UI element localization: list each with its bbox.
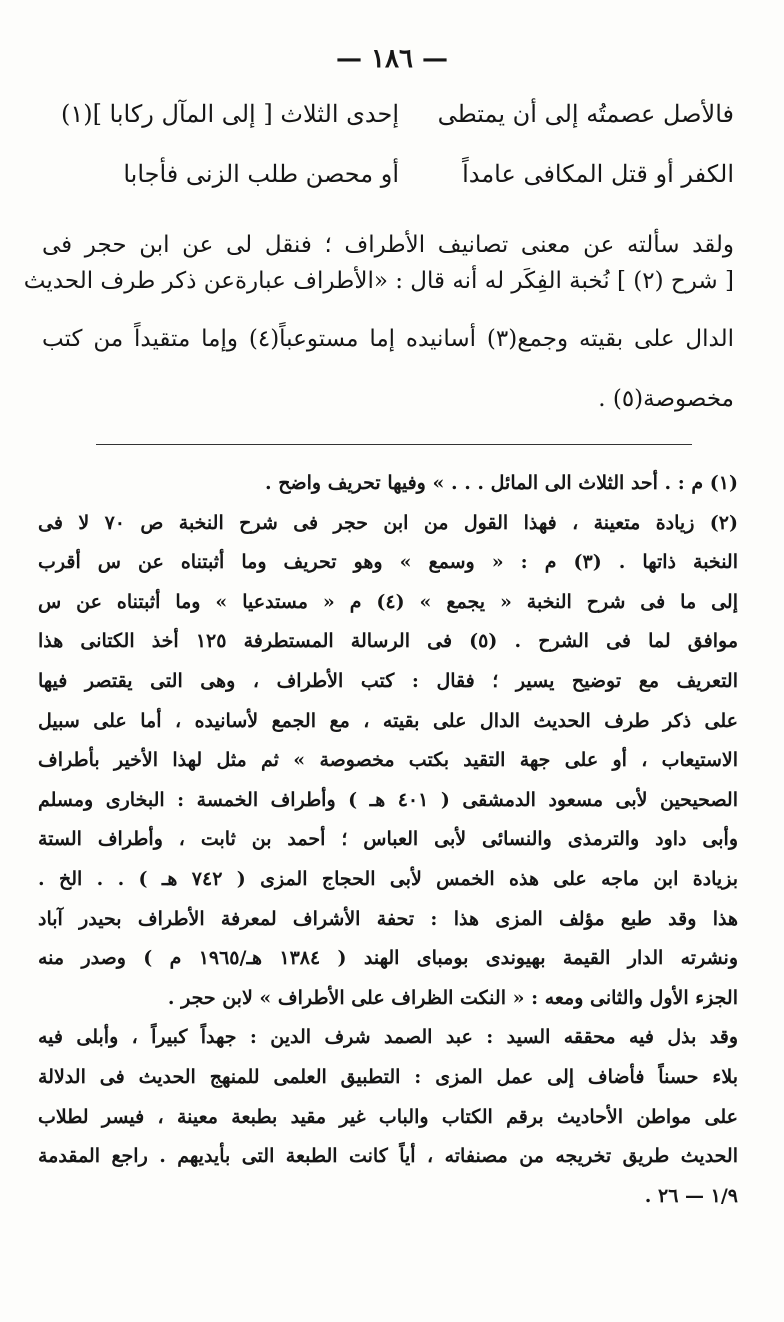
footnote-line: الحديث طريق تخريجه من مصنفاته ، أياً كانت الطبعة التى بأيديهم . راجع المقدمة (38, 1145, 738, 1167)
footnote-line: (١) م : . أحد الثلاث الى المائل . . . » وفيها تحريف واضح . (265, 472, 738, 494)
footnote-line: وأبى داود والترمذى والنسائى لأبى العباس ؛ أحمد بن ثابت ، وأطراف الستة (38, 828, 738, 850)
body-paragraph-line: [ شرح (٢) ] نُخبة الفِكَر له أنه قال : «الأطراف عبارةعن ذكر طرف الحديث (23, 268, 734, 294)
footnote-line: على ذكر طرف الحديث الدال على بقيته ، مع الجمع لأسانيده ، أما على سبيل (38, 710, 738, 732)
verse-line2-first-hemistich: الكفر أو قتل المكافى عامداً (462, 160, 734, 188)
footnote-line: ١/٩ — ٢٦ . (644, 1185, 738, 1207)
footnote-line: بزيادة ابن ماجه على هذه الخمس لأبى الحجاج المزى ( ٧٤٢ هـ ) . . الخ . (38, 868, 738, 890)
body-paragraph-line: مخصوصة(٥) . (598, 386, 734, 412)
footnote-line: النخبة ذاتها . (٣) م : « وسمع » وهو تحريف وما أثبتناه عن س أقرب (38, 551, 739, 573)
footnote-line: ونشرته الدار القيمة بهيوندى بومباى الهند ( ١٣٨٤ هـ/١٩٦٥ م ) وصدر منه (38, 947, 738, 969)
footnote-line: إلى ما فى شرح النخبة « يجمع » (٤) م « مستدعيا » وما أثبتناه عن س (38, 591, 738, 613)
footnote-line: الصحيحين لأبى مسعود الدمشقى ( ٤٠١ هـ ) وأطراف الخمسة : البخارى ومسلم (38, 789, 738, 811)
footnote-line: موافق لما فى الشرح . (٥) فى الرسالة المستطرفة ١٢٥ أخذ الكتانى هذا (38, 630, 738, 652)
body-paragraph-line: الدال على بقيته وجمع(٣) أسانيده إما مستوعباً(٤) وإما متقيداً من كتب (42, 326, 734, 352)
footnote-line: هذا وقد طبع مؤلف المزى هذا : تحفة الأشراف لمعرفة الأطراف بحيدر آباد (38, 908, 738, 930)
verse-line1-first-hemistich: فالأصل عصمتُه إلى أن يمتطى (437, 100, 734, 128)
footnote-line: (٢) زيادة متعينة ، فهذا القول من ابن حجر فى شرح النخبة ص ٧٠ لا فى (38, 512, 738, 534)
footnote-line: الجزء الأول والثانى ومعه : « النكت الظراف على الأطراف » لابن حجر . (167, 987, 738, 1009)
footnote-line: التعريف مع توضيح يسير ؛ فقال : كتب الأطراف ، وهى التى يقتصر فيها (38, 670, 738, 692)
page-number: — ١٨٦ — (335, 44, 449, 74)
verse-line1-second-hemistich: إحدى الثلاث [ إلى المآل ركابا ](١) (60, 100, 399, 128)
footnote-line: الاستيعاب ، أو على جهة التقيد بكتب مخصوصة » ثم مثل لهذا الأخير بأطراف (38, 749, 738, 771)
footnote-separator (96, 444, 692, 445)
footnote-line: على مواطن الأحاديث برقم الكتاب والباب غير مقيد بطبعة معينة ، فيسر لطلاب (38, 1106, 738, 1128)
body-paragraph-line: ولقد سألته عن معنى تصانيف الأطراف ؛ فنقل لى عن ابن حجر فى (42, 232, 734, 258)
footnote-line: بلاء حسناً فأضاف إلى عمل المزى : التطبيق العلمى للمنهج الحديث فى الدلالة (38, 1066, 738, 1088)
verse-line2-second-hemistich: أو محصن طلب الزنى فأجابا (123, 160, 399, 188)
footnote-line: وقد بذل فيه محققه السيد : عبد الصمد شرف الدين : جهداً كبيراً ، وأبلى فيه (38, 1026, 738, 1048)
